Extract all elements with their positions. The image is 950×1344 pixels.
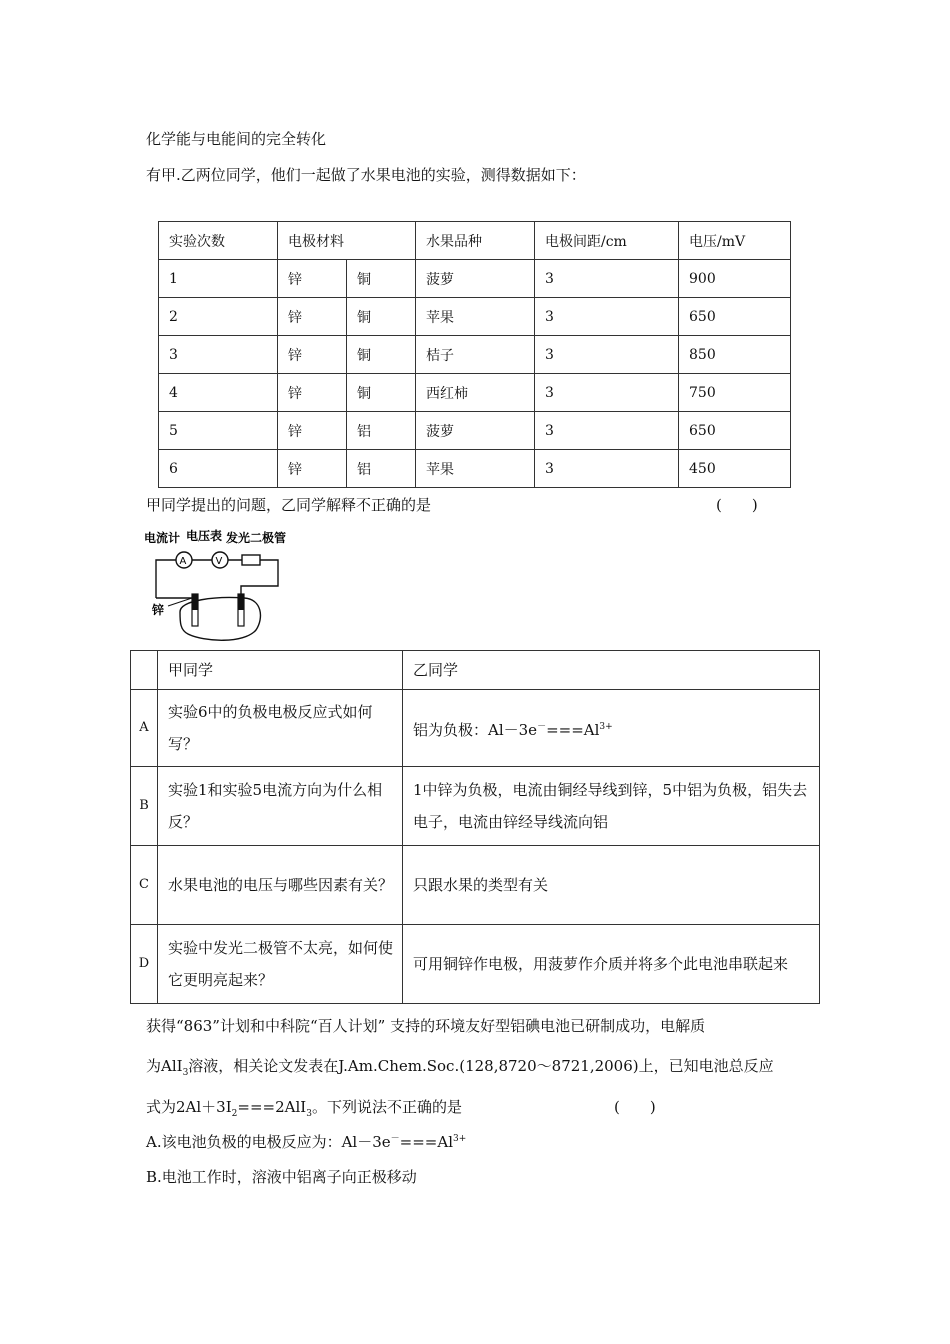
cell-fruit: 苹果 (416, 298, 535, 336)
question-text: 实验中发光二极管不太亮，如何使它更明亮起来？ (158, 925, 403, 1004)
voltmeter-symbol: V (215, 556, 223, 567)
cell-voltage: 850 (679, 336, 791, 374)
answer-a-sup-1: － (537, 721, 547, 732)
cell-trial: 3 (159, 336, 278, 374)
cell-fruit: 桔子 (416, 336, 535, 374)
qa-header-row (131, 651, 820, 690)
header-voltage: 电压/mV (679, 222, 791, 260)
cell-distance: 3 (535, 336, 679, 374)
cell-trial: 5 (159, 412, 278, 450)
q2-opt-a-sup-2: 3+ (453, 1134, 467, 1144)
voltmeter-label: 电压表 (186, 529, 223, 543)
cell-electrode-2: 铜 (347, 374, 416, 412)
header-trial: 实验次数 (159, 222, 278, 260)
led-icon (242, 555, 260, 565)
cell-trial: 4 (159, 374, 278, 412)
qa-row-d (131, 925, 820, 1004)
cell-electrode-1: 锌 (278, 260, 347, 298)
answer-text: 只跟水果的类型有关 (403, 846, 820, 925)
question-1-intro: 有甲.乙两位同学，他们一起做了水果电池的实验，测得数据如下： (146, 166, 586, 184)
question-text: 实验6中的负极电极反应式如何写？ (158, 690, 403, 767)
cell-electrode-2: 铜 (347, 336, 416, 374)
answer-text (403, 690, 820, 767)
section-title: 化学能与电能间的完全转化 (146, 130, 327, 148)
table-row (159, 450, 791, 488)
question-text: 水果电池的电压与哪些因素有关？ (158, 846, 403, 925)
cell-distance: 3 (535, 260, 679, 298)
copper-electrode-top (238, 594, 244, 610)
qa-row-b (131, 767, 820, 846)
qa-row-a (131, 690, 820, 767)
q2-opt-a-sup-1: － (390, 1134, 400, 1144)
cell-voltage: 900 (679, 260, 791, 298)
q2-line3-sub-2: 3 (306, 1109, 312, 1119)
answer-text: 可用铜锌作电极，用菠萝作介质并将多个此电池串联起来 (403, 925, 820, 1004)
q2-line2-pre: 为AlI (146, 1057, 183, 1075)
answer-a-sup-2: 3+ (599, 721, 613, 732)
zinc-label: 锌 (152, 603, 165, 617)
header-fruit: 水果品种 (416, 222, 535, 260)
cell-electrode-1: 锌 (278, 374, 347, 412)
question-text: 实验1和实验5电流方向为什么相反？ (158, 767, 403, 846)
cell-distance: 3 (535, 298, 679, 336)
cell-fruit: 菠萝 (416, 260, 535, 298)
question-2-line-3 (146, 1096, 462, 1119)
cell-voltage: 650 (679, 298, 791, 336)
cell-electrode-2: 铜 (347, 260, 416, 298)
q2-line3-a: 式为2Al＋3I (146, 1098, 232, 1116)
cell-voltage: 750 (679, 374, 791, 412)
cell-electrode-2: 铜 (347, 298, 416, 336)
answer-text: 1中锌为负极，电流由铜经导线到锌，5中铝为负极，铝失去电子，电流由锌经导线流向铝 (403, 767, 820, 846)
cell-electrode-1: 锌 (278, 450, 347, 488)
cell-voltage: 650 (679, 412, 791, 450)
question-2-line-2 (146, 1055, 774, 1078)
cell-trial: 1 (159, 260, 278, 298)
table-header-row (159, 222, 791, 260)
cell-electrode-1: 锌 (278, 412, 347, 450)
cell-electrode-2: 铝 (347, 450, 416, 488)
cell-fruit: 菠萝 (416, 412, 535, 450)
qa-row-c (131, 846, 820, 925)
ammeter-symbol: A (179, 556, 187, 567)
cell-voltage: 450 (679, 450, 791, 488)
qa-header-yi: 乙同学 (403, 651, 820, 690)
answer-blank-2: ( ) (614, 1098, 656, 1116)
table-row (159, 412, 791, 450)
question-1-stem: 甲同学提出的问题，乙同学解释不正确的是 (146, 496, 432, 514)
cell-distance: 3 (535, 374, 679, 412)
q2-line3-sub-1: 2 (231, 1109, 238, 1119)
cell-electrode-1: 锌 (278, 298, 347, 336)
q2-line2-post: 溶液，相关论文发表在J.Am.Chem.Soc.(128,8720～8721,2006)上，已知电池总反应 (188, 1057, 774, 1075)
answer-a-pre: 铝为负极：Al－3e (413, 720, 538, 739)
qa-table (130, 650, 820, 1004)
q2-line3-b: ===2AlI (237, 1098, 307, 1116)
cell-electrode-1: 锌 (278, 336, 347, 374)
header-electrode: 电极材料 (278, 222, 416, 260)
header-distance: 电极间距/cm (535, 222, 679, 260)
question-2-line-1: 获得“863”计划和中科院“百人计划” 支持的环境友好型铝碘电池已研制成功，电解质 (146, 1017, 706, 1035)
ammeter-label: 电流计 (144, 531, 181, 545)
led-label: 发光二极管 (226, 531, 287, 545)
question-2-option-b: B.电池工作时，溶液中铝离子向正极移动 (146, 1168, 417, 1186)
option-label: D (131, 925, 158, 1004)
cell-fruit: 西红柿 (416, 374, 535, 412)
option-label: B (131, 767, 158, 846)
zinc-pointer (168, 598, 192, 606)
table-row (159, 336, 791, 374)
zinc-electrode-top (192, 594, 198, 610)
cell-distance: 3 (535, 412, 679, 450)
q2-opt-a-pre: A.该电池负极的电极反应为：Al－3e (146, 1133, 391, 1151)
experiment-data-table (158, 221, 791, 488)
answer-a-mid: ===Al (546, 720, 600, 739)
qa-header-blank (131, 651, 158, 690)
q2-opt-a-mid: ===Al (399, 1133, 454, 1151)
q2-line2-sub: 3 (182, 1068, 189, 1078)
cell-trial: 6 (159, 450, 278, 488)
table-row (159, 374, 791, 412)
cell-trial: 2 (159, 298, 278, 336)
answer-blank-1: ( ) (716, 496, 758, 514)
cell-electrode-2: 铝 (347, 412, 416, 450)
option-label: C (131, 846, 158, 925)
cell-distance: 3 (535, 450, 679, 488)
table-row (159, 298, 791, 336)
cell-fruit: 苹果 (416, 450, 535, 488)
table-row (159, 260, 791, 298)
question-2-option-a (146, 1131, 466, 1152)
option-label: A (131, 690, 158, 767)
q2-line3-c: 。下列说法不正确的是 (311, 1098, 462, 1116)
qa-header-jia: 甲同学 (158, 651, 403, 690)
circuit-diagram (144, 526, 294, 646)
